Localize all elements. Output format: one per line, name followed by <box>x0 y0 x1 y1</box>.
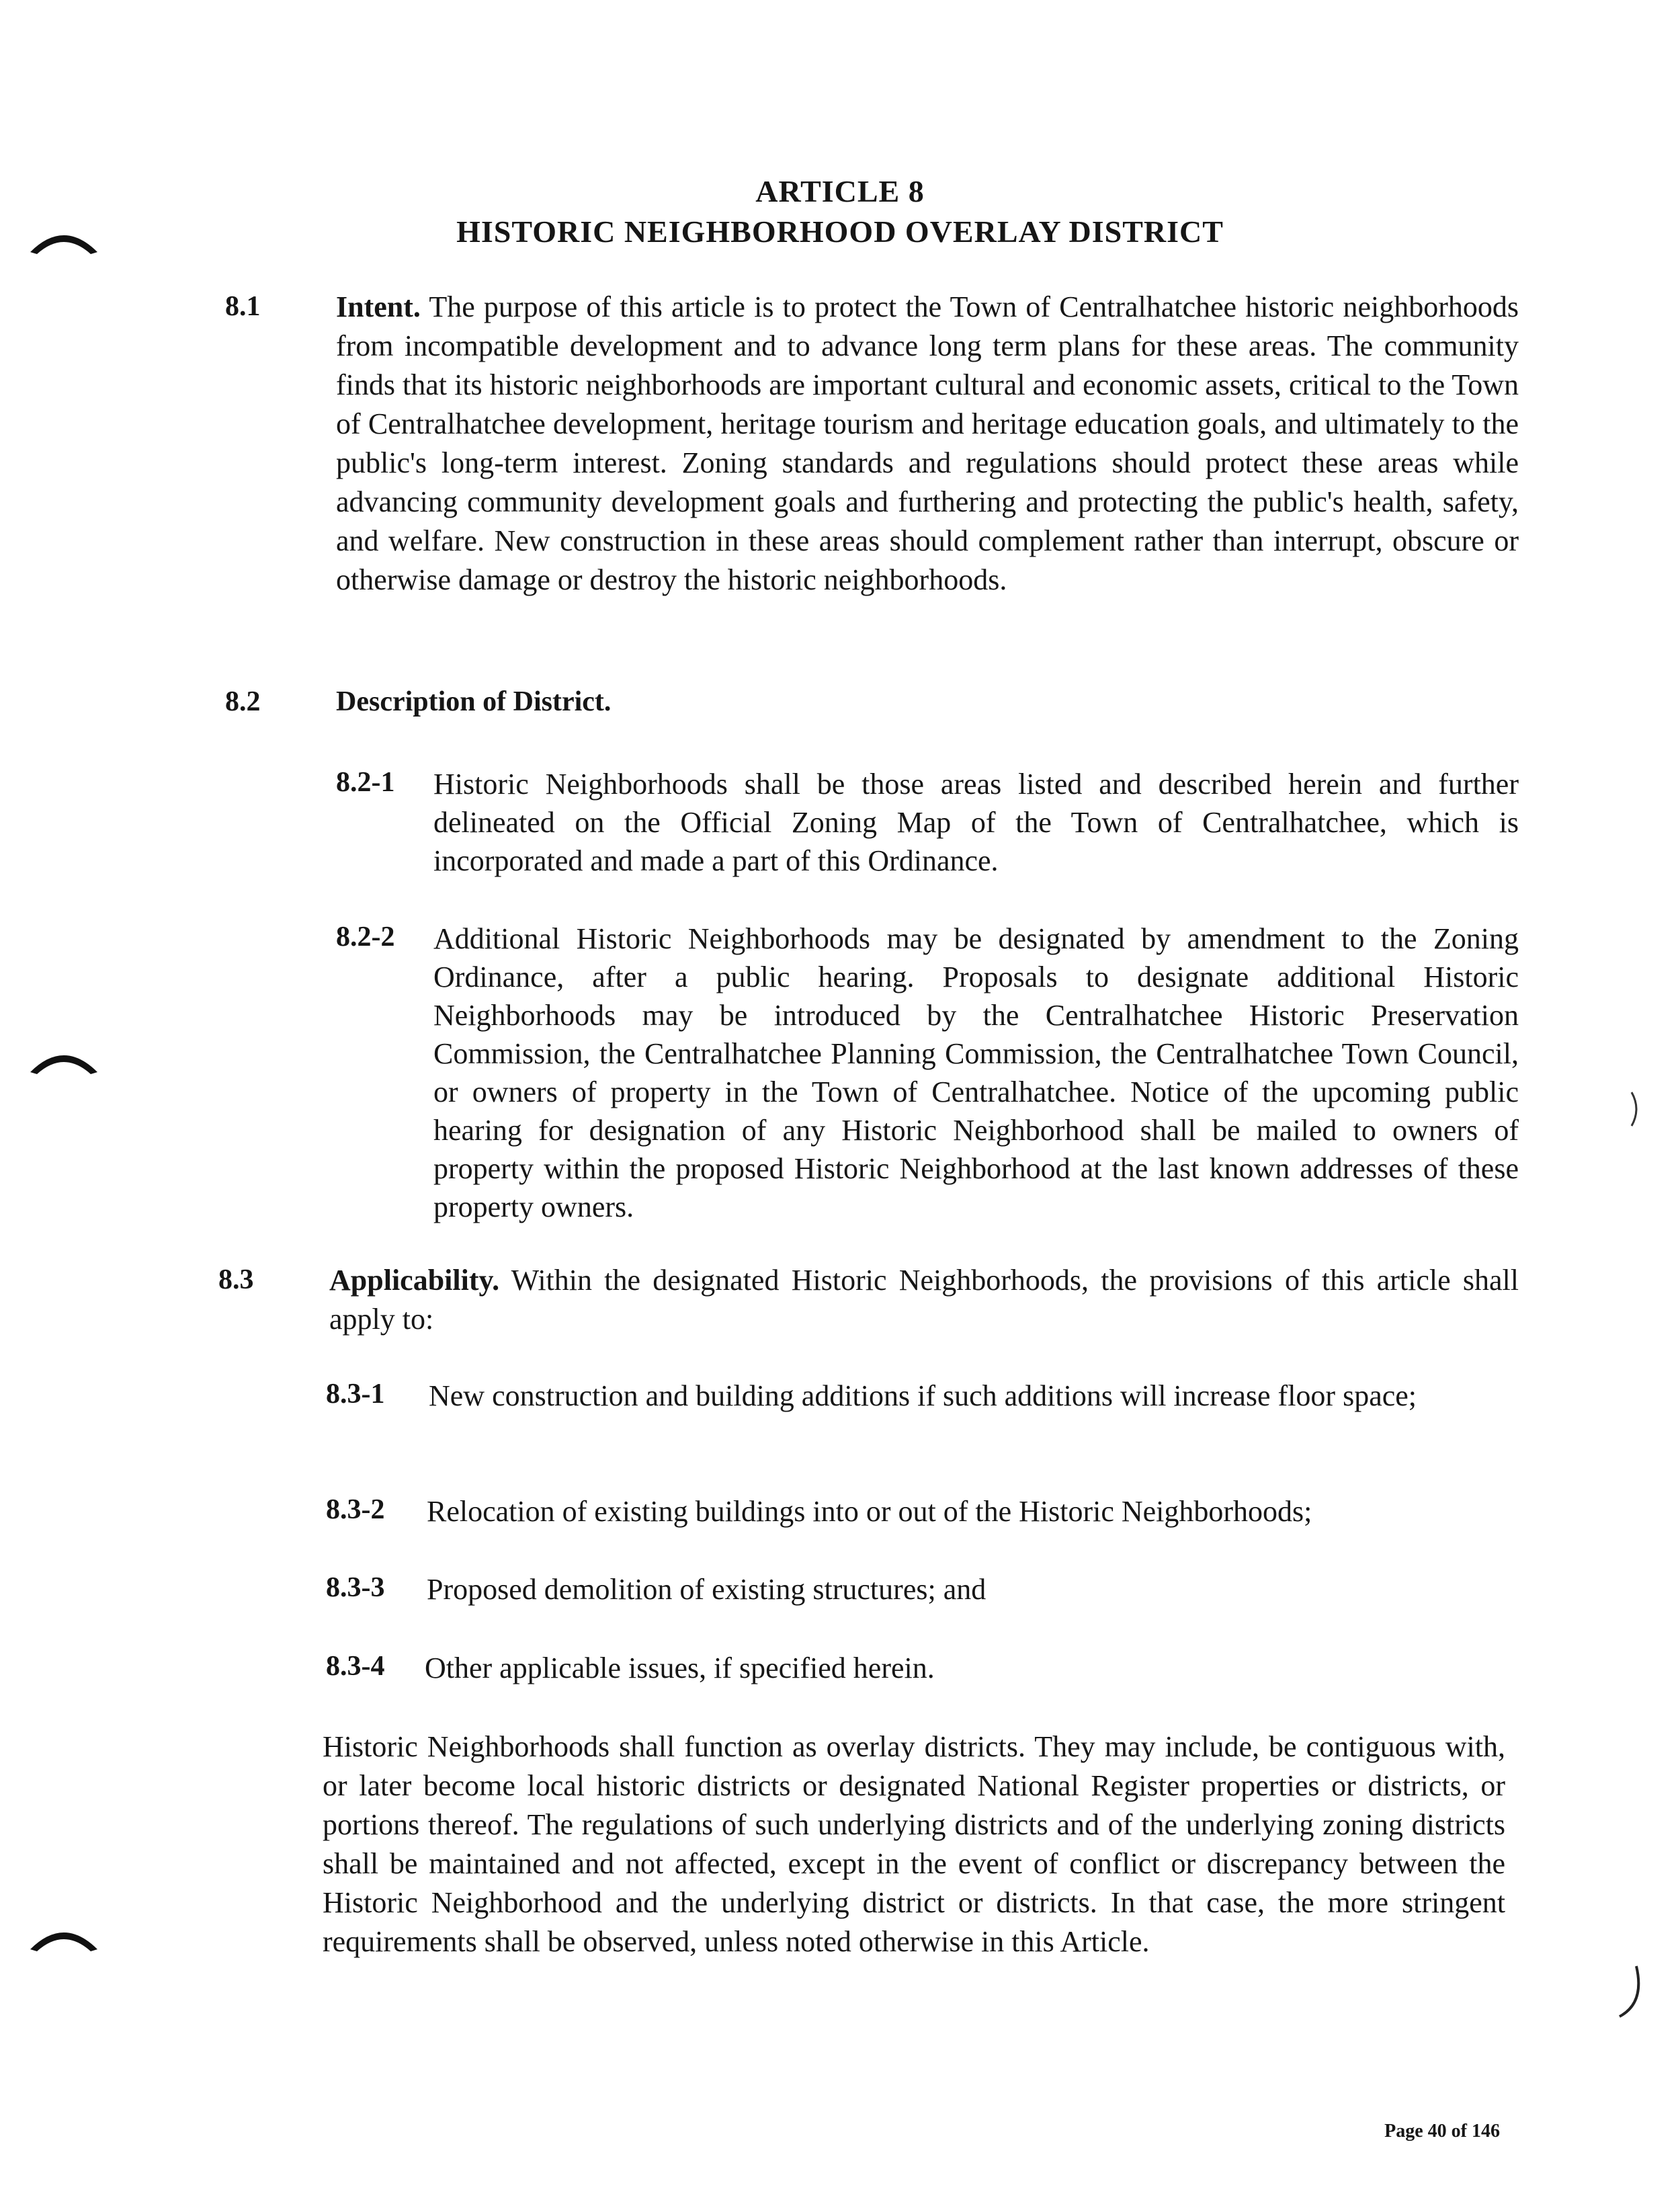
item-number-8-3-3: 8.3-3 <box>326 1572 385 1603</box>
item-8-3-4-text: Other applicable issues, if specified herein. <box>425 1652 935 1684</box>
section-8-3-body <box>329 1261 1519 1339</box>
page-number: Page 40 of 146 <box>1384 2121 1500 2142</box>
section-8-1-body <box>336 288 1519 600</box>
item-8-2-2-text: Additional Historic Neighborhoods may be designated by amendment to the Zoning Ordinance, after a public hearing. Proposals to designate additional Historic Neighborhoods may be introduced by the Centralhatchee Historic Preservation Commission, the Centralhatchee Planning Commission, the Centralhatchee Town Council, or owners of property in the Town of Centralhatchee. Notice of the upcoming public hearing for designation of any Historic Neighborhood shall be mailed to owners of property within the proposed Historic Neighborhood at the last known addresses of these property owners. <box>433 922 1519 1223</box>
item-number-8-3-4: 8.3-4 <box>326 1651 385 1682</box>
hole-punch-mark <box>27 1919 101 1959</box>
item-number-8-2-2: 8.2-2 <box>336 922 395 952</box>
item-8-3-3-text: Proposed demolition of existing structures; and <box>427 1573 986 1606</box>
section-8-2-label: Description of District. <box>336 686 612 717</box>
item-8-3-2-text: Relocation of existing buildings into or out of the Historic Neighborhoods; <box>427 1495 1312 1528</box>
section-number-8-1: 8.1 <box>225 291 261 322</box>
item-number-8-3-1: 8.3-1 <box>326 1379 385 1410</box>
section-number-8-2: 8.2 <box>225 686 261 717</box>
section-8-3-label: Applicability. <box>329 1264 500 1297</box>
item-number-8-2-1: 8.2-1 <box>336 767 395 798</box>
section-8-3-text: Within the designated Historic Neighborhoods, the provisions of this article shall apply to: <box>329 1264 1519 1336</box>
item-number-8-3-2: 8.3-2 <box>326 1494 385 1525</box>
section-number-8-3: 8.3 <box>218 1264 254 1295</box>
item-8-3-1-text: New construction and building additions if such additions will increase floor space; <box>429 1379 1417 1412</box>
hole-punch-mark <box>27 1042 101 1082</box>
section-8-1-text: The purpose of this article is to protect the Town of Centralhatchee historic neighborhoods from incompatible development and to advance long term plans for these areas. The community finds that its historic neighborhoods are important cultural and economic assets, critical to the Town of Centralhatchee development, heritage tourism and heritage education goals, and ultimately to the public's long-term interest. Zoning standards and regulations should protect these areas while advancing community development goals and furthering and protecting the public's health, safety, and welfare. New construction in these areas should complement rather than interrupt, obscure or otherwise damage or destroy the historic neighborhoods. <box>336 290 1519 596</box>
scan-artifact-mark <box>1626 1089 1646 1129</box>
item-8-2-1-text: Historic Neighborhoods shall be those areas listed and described herein and further delineated on the Official Zoning Map of the Town of Centralhatchee, which is incorporated and made a part of this Ordinance. <box>433 768 1519 877</box>
section-8-3-closing-paragraph: Historic Neighborhoods shall function as overlay districts. They may include, be contiguous with, or later become local historic districts or designated National Register properties or districts, or portions thereof. The regulations of such underlying districts and of the underlying zoning districts shall be maintained and not affected, except in the event of conflict or discrepancy between the Historic Neighborhood and the underlying district or districts. In that case, the more stringent requirements shall be observed, unless noted otherwise in this Article. <box>323 1730 1505 1958</box>
article-title: HISTORIC NEIGHBORHOOD OVERLAY DISTRICT <box>456 214 1224 249</box>
section-8-1-label: Intent. <box>336 290 421 323</box>
scan-artifact-mark <box>1606 1963 1646 2023</box>
article-number: ARTICLE 8 <box>755 174 925 208</box>
